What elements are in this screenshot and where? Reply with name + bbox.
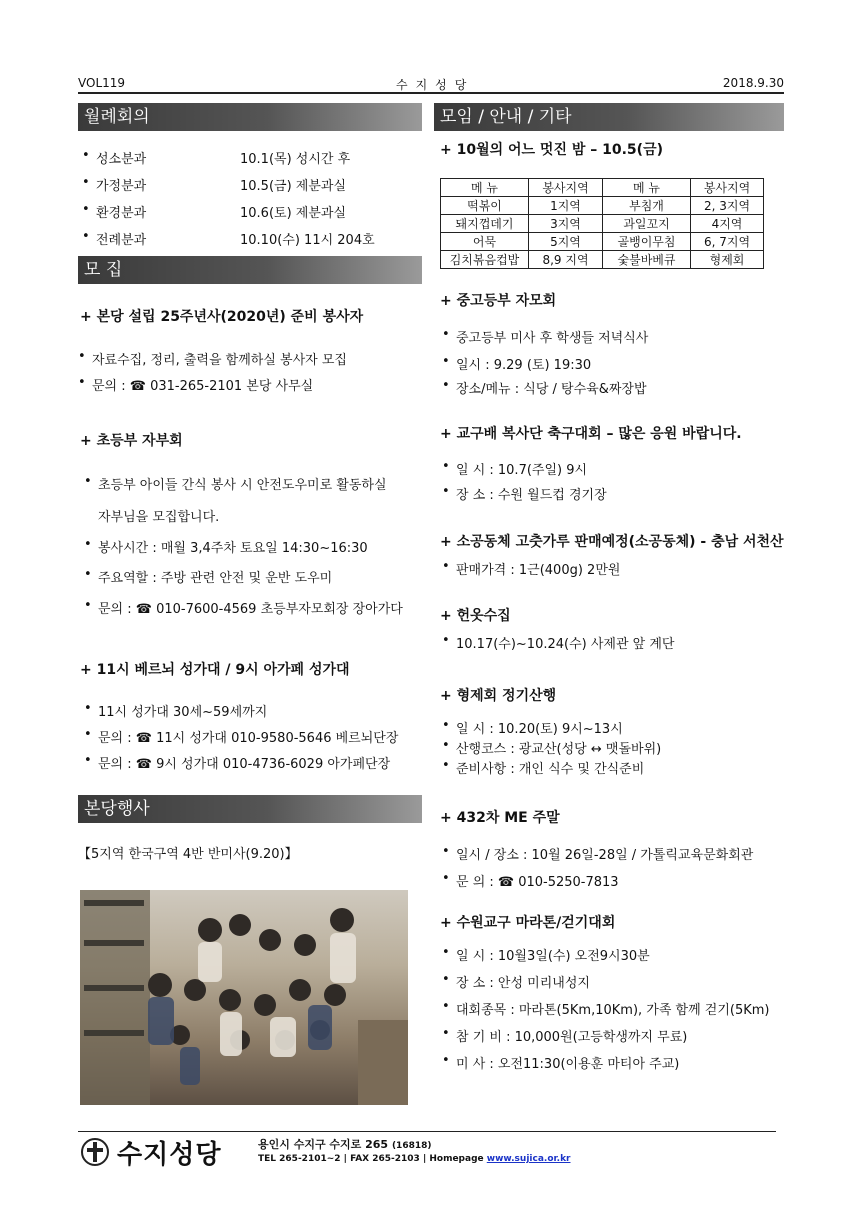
recruit-choir-contact: • 문의 : ☎ 9시 성가대 010-4736-6029 아가페단장 — [98, 753, 390, 772]
monthly-item-name: • 성소분과 — [96, 148, 146, 167]
menu-cell: 어묵 — [441, 233, 529, 251]
me-heading: + 432차 ME 주말 — [440, 810, 560, 826]
monthly-item-when: 10.10(수) 11시 204호 — [240, 233, 375, 248]
recruit-anniversary-contact: • 문의 : ☎ 031-265-2101 본당 사무실 — [92, 375, 313, 394]
recruit-elementary-heading: + 초등부 자부회 — [80, 433, 183, 449]
footer-divider — [78, 1131, 776, 1132]
monthly-item-when: 10.1(목) 성시간 후 — [240, 152, 351, 167]
footer-logo-text: 수지성당 — [117, 1140, 222, 1170]
recruit-anniversary-heading: + 본당 설립 25주년사(2020년) 준비 봉사자 — [80, 309, 364, 325]
me-line: • 문 의 : ☎ 010-5250-7813 — [456, 871, 619, 890]
section-recruit: 모 집 — [78, 256, 422, 284]
menu-cell: 2, 3지역 — [691, 197, 764, 215]
marathon-line: • 대회종목 : 마라톤(5Km,10Km), 가족 함께 걷기(5Km) — [456, 999, 770, 1018]
header-date: 2018.9.30 — [722, 76, 784, 90]
marathon-line: • 일 시 : 10월3일(수) 오전9시30분 — [456, 945, 650, 964]
homepage-link[interactable]: www.sujica.or.kr — [486, 1154, 571, 1164]
fall-night-heading: + 10월의 어느 멋진 밤 – 10.5(금) — [440, 142, 663, 158]
menu-cell: 떡볶이 — [441, 197, 529, 215]
section-parish-events: 본당행사 — [78, 795, 422, 823]
menu-table — [440, 178, 764, 269]
menu-cell: 김치볶음컵밥 — [441, 251, 529, 269]
recruit-elementary-time: • 봉사시간 : 매월 3,4주차 토요일 14:30~16:30 — [98, 537, 368, 556]
menu-cell: 골뱅이무침 — [603, 233, 691, 251]
footer-address — [258, 1136, 431, 1152]
youth-line: • 중고등부 미사 후 학생들 저녁식사 — [456, 327, 648, 346]
recruit-elementary-line: 자부님을 모집합니다. — [98, 510, 220, 525]
monthly-item-when: 10.6(토) 제분과실 — [240, 206, 347, 221]
clothes-line: • 10.17(수)~10.24(수) 사제관 앞 계단 — [456, 633, 674, 652]
parish-logo-icon — [80, 1137, 110, 1167]
section-meetings: 모임 / 안내 / 기타 — [434, 103, 784, 131]
menu-cell: 봉사지역 — [691, 179, 764, 197]
menu-cell: 5지역 — [529, 233, 603, 251]
recruit-elementary-role: • 주요역할 : 주방 관련 안전 및 운반 도우미 — [98, 567, 332, 586]
hiking-line: • 준비사항 : 개인 식수 및 간식준비 — [456, 758, 644, 777]
soccer-heading: + 교구배 복사단 축구대회 – 많은 응원 바랍니다. — [440, 426, 742, 442]
clothes-heading: + 헌옷수집 — [440, 608, 511, 624]
menu-cell: 숯불바베큐 — [603, 251, 691, 269]
pepper-heading: + 소공동체 고춧가루 판매예정(소공동체) - 충남 서천산 — [440, 534, 784, 550]
menu-cell: 형제회 — [691, 251, 764, 269]
hiking-heading: + 형제회 정기산행 — [440, 688, 557, 704]
section-monthly-meeting: 월례회의 — [78, 103, 422, 131]
soccer-line: • 장 소 : 수원 월드컵 경기장 — [456, 484, 607, 503]
me-line: • 일시 / 장소 : 10월 26일-28일 / 가톨릭교육문화회관 — [456, 844, 753, 863]
monthly-item-when: 10.5(금) 제분과실 — [240, 179, 347, 194]
menu-cell: 8,9 지역 — [529, 251, 603, 269]
recruit-choir-line: • 11시 성가대 30세~59세까지 — [98, 701, 267, 720]
volume-number: VOL119 — [78, 76, 126, 90]
menu-cell: 봉사지역 — [529, 179, 603, 197]
monthly-item-name: • 가정분과 — [96, 175, 146, 194]
menu-cell: 3지역 — [529, 215, 603, 233]
recruit-anniversary-line: • 자료수집, 정리, 출력을 함께하실 봉사자 모집 — [92, 349, 347, 368]
group-photo-figures — [80, 890, 408, 1105]
menu-cell: 부침개 — [603, 197, 691, 215]
youth-line: • 장소/메뉴 : 식당 / 탕수육&짜장밥 — [456, 378, 647, 397]
recruit-choir-contact: • 문의 : ☎ 11시 성가대 010-9580-5646 베르뇌단장 — [98, 727, 398, 746]
page-header — [78, 76, 784, 94]
monthly-item-name: • 전례분과 — [96, 229, 146, 248]
menu-cell: 돼지껍데기 — [441, 215, 529, 233]
youth-parents-heading: + 중고등부 자모회 — [440, 293, 557, 309]
pepper-line: • 판매가격 : 1근(400g) 2만원 — [456, 559, 620, 578]
header-title: 수지성당 — [396, 78, 475, 92]
marathon-line: • 장 소 : 안성 미리내성지 — [456, 972, 590, 991]
recruit-choir-heading: + 11시 베르뇌 성가대 / 9시 아가페 성가대 — [80, 662, 350, 678]
youth-line: • 일시 : 9.29 (토) 19:30 — [456, 354, 591, 373]
marathon-heading: + 수원교구 마라톤/걷기대회 — [440, 915, 616, 931]
marathon-line: • 미 사 : 오전11:30(이용훈 마티아 주교) — [456, 1053, 679, 1072]
menu-cell: 과일꼬지 — [603, 215, 691, 233]
marathon-line: • 참 기 비 : 10,000원(고등학생까지 무료) — [456, 1026, 687, 1045]
hiking-line: • 일 시 : 10.20(토) 9시~13시 — [456, 718, 623, 737]
event-caption: 【5지역 한국구역 4반 반미사(9.20)】 — [78, 847, 298, 862]
footer-contact — [258, 1154, 571, 1164]
footer-postcode: (16818) — [391, 1141, 432, 1151]
recruit-elementary-contact: • 문의 : ☎ 010-7600-4569 초등부자모회장 장아가다 — [98, 598, 403, 617]
recruit-elementary-line: • 초등부 아이들 간식 봉사 시 안전도우미로 활동하실 — [98, 474, 387, 493]
menu-cell: 1지역 — [529, 197, 603, 215]
monthly-item-name: • 환경분과 — [96, 202, 146, 221]
menu-cell: 메 뉴 — [441, 179, 529, 197]
soccer-line: • 일 시 : 10.7(주일) 9시 — [456, 459, 587, 478]
footer-contact-text: TEL 265-2101~2 | FAX 265-2103 | Homepage — [258, 1154, 484, 1164]
group-photo — [80, 890, 408, 1105]
menu-cell: 4지역 — [691, 215, 764, 233]
menu-cell: 6, 7지역 — [691, 233, 764, 251]
menu-cell: 메 뉴 — [603, 179, 691, 197]
footer-address-text: 용인시 수지구 수지로 265 — [258, 1138, 389, 1151]
hiking-line: • 산행코스 : 광교산(성당 ↔ 맷돌바위) — [456, 738, 661, 757]
